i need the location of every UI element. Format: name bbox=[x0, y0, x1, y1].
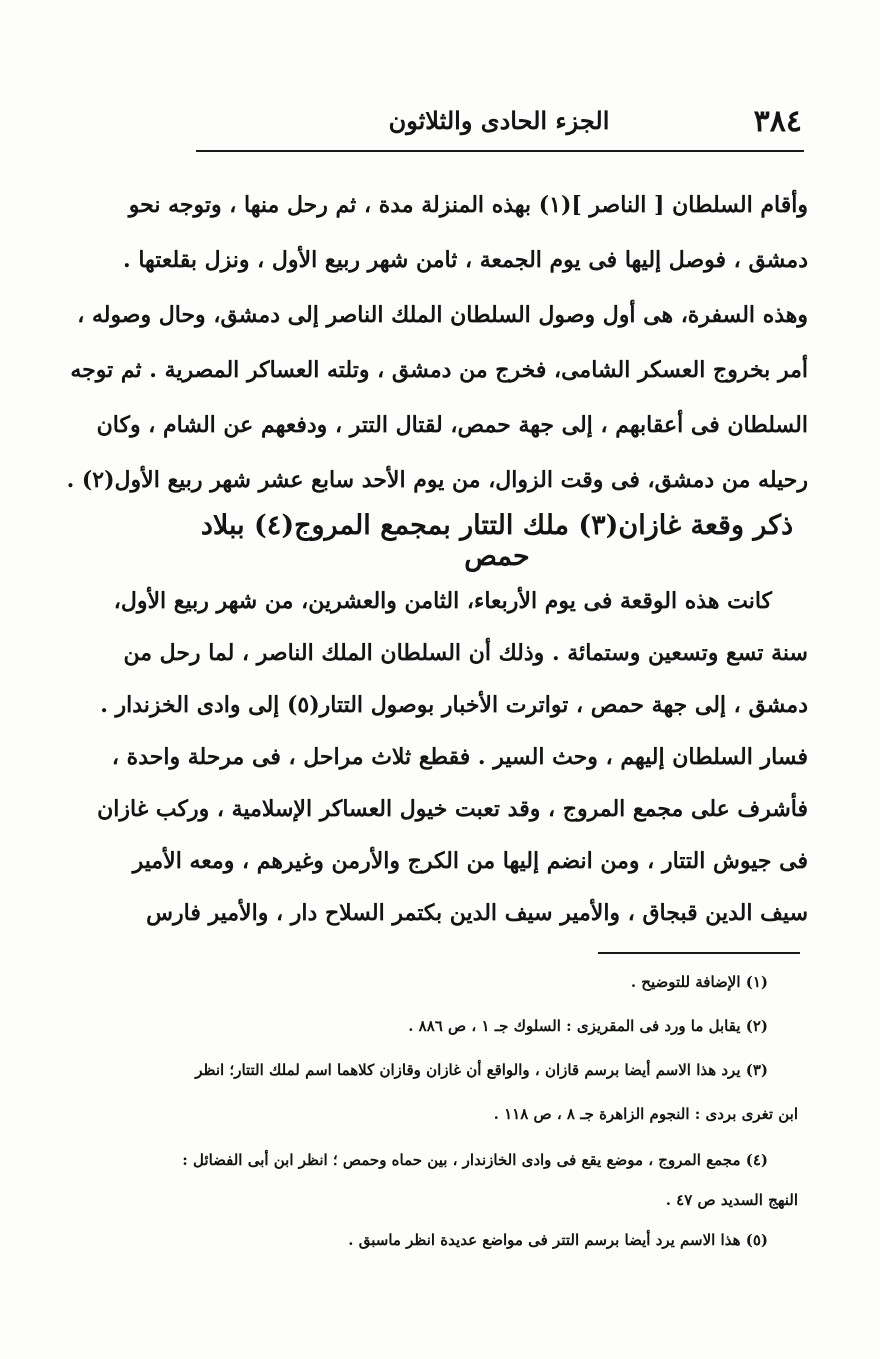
footnote: (٥) هذا الاسم يرد أيضا برسم التتر فى مواضع عديدة انظر ماسبق . bbox=[348, 1231, 768, 1249]
footnote-continuation: النهج السديد ص ٤٧ . bbox=[665, 1191, 798, 1209]
footnote: (٢) يقابل ما ورد فى المقريزى : السلوك جـ ١ ، ص ٨٨٦ . bbox=[408, 1017, 768, 1035]
footnote: (١) الإضافة للتوضيح . bbox=[630, 973, 768, 991]
page-header bbox=[196, 100, 802, 144]
paragraph-line: أمر بخروج العسكر الشامى، فخرج من دمشق ، وتلته العساكر المصرية . ثم توجه bbox=[70, 357, 808, 383]
footnote: (٣) يرد هذا الاسم أيضا برسم قازان ، والواقع أن غازان وقازان كلاهما اسم لملك التتار؛ انظر bbox=[195, 1061, 768, 1079]
page-number: ٣٨٤ bbox=[753, 104, 802, 139]
footnote-separator bbox=[598, 952, 800, 954]
paragraph-line: السلطان فى أعقابهم ، إلى جهة حمص، لقتال التتر ، ودفعهم عن الشام ، وكان bbox=[96, 412, 808, 438]
paragraph-line: دمشق ، فوصل إليها فى يوم الجمعة ، ثامن شهر ربيع الأول ، ونزل بقلعتها . bbox=[123, 247, 808, 273]
running-title: الجزء الحادى والثلاثون bbox=[388, 106, 610, 135]
paragraph-line: رحيله من دمشق، فى وقت الزوال، من يوم الأحد سابع عشر شهر ربيع الأول(٢) . bbox=[66, 467, 808, 493]
footnote: (٤) مجمع المروج ، موضع يقع فى وادى الخازندار ، بين حماه وحمص ؛ انظر ابن أبى الفضائل : bbox=[182, 1151, 768, 1169]
paragraph-line: وهذه السفرة، هى أول وصول السلطان الملك الناصر إلى دمشق، وحال وصوله ، bbox=[77, 302, 808, 328]
section-heading: ذكر وقعة غازان(٣) ملك التتار بمجمع المروج(٤) ببلاد حمص bbox=[200, 510, 794, 572]
paragraph-line: كانت هذه الوقعة فى يوم الأربعاء، الثامن والعشرين، من شهر ربيع الأول، bbox=[113, 588, 772, 614]
paragraph-line: فى جيوش التتار ، ومن انضم إليها من الكرج والأرمن وغيرهم ، ومعه الأمير bbox=[132, 848, 808, 874]
paragraph-line: دمشق ، إلى جهة حمص ، تواترت الأخبار بوصول التتار(٥) إلى وادى الخزندار . bbox=[100, 692, 808, 718]
footnote-continuation: ابن تغرى بردى : النجوم الزاهرة جـ ٨ ، ص ١١٨ . bbox=[493, 1105, 798, 1123]
paragraph-line: سيف الدين قبجاق ، والأمير سيف الدين بكتمر السلاح دار ، والأمير فارس bbox=[146, 900, 808, 926]
paragraph-line: سنة تسع وتسعين وستمائة . وذلك أن السلطان الملك الناصر ، لما رحل من bbox=[123, 640, 808, 666]
paragraph-line: فأشرف على مجمع المروج ، وقد تعبت خيول العساكر الإسلامية ، وركب غازان bbox=[97, 796, 808, 822]
paragraph-line: فسار السلطان إليهم ، وحث السير . فقطع ثلاث مراحل ، فى مرحلة واحدة ، bbox=[111, 744, 808, 770]
header-rule bbox=[196, 150, 804, 152]
paragraph-line: وأقام السلطان [ الناصر ](١) بهذه المنزلة مدة ، ثم رحل منها ، وتوجه نحو bbox=[128, 192, 808, 218]
